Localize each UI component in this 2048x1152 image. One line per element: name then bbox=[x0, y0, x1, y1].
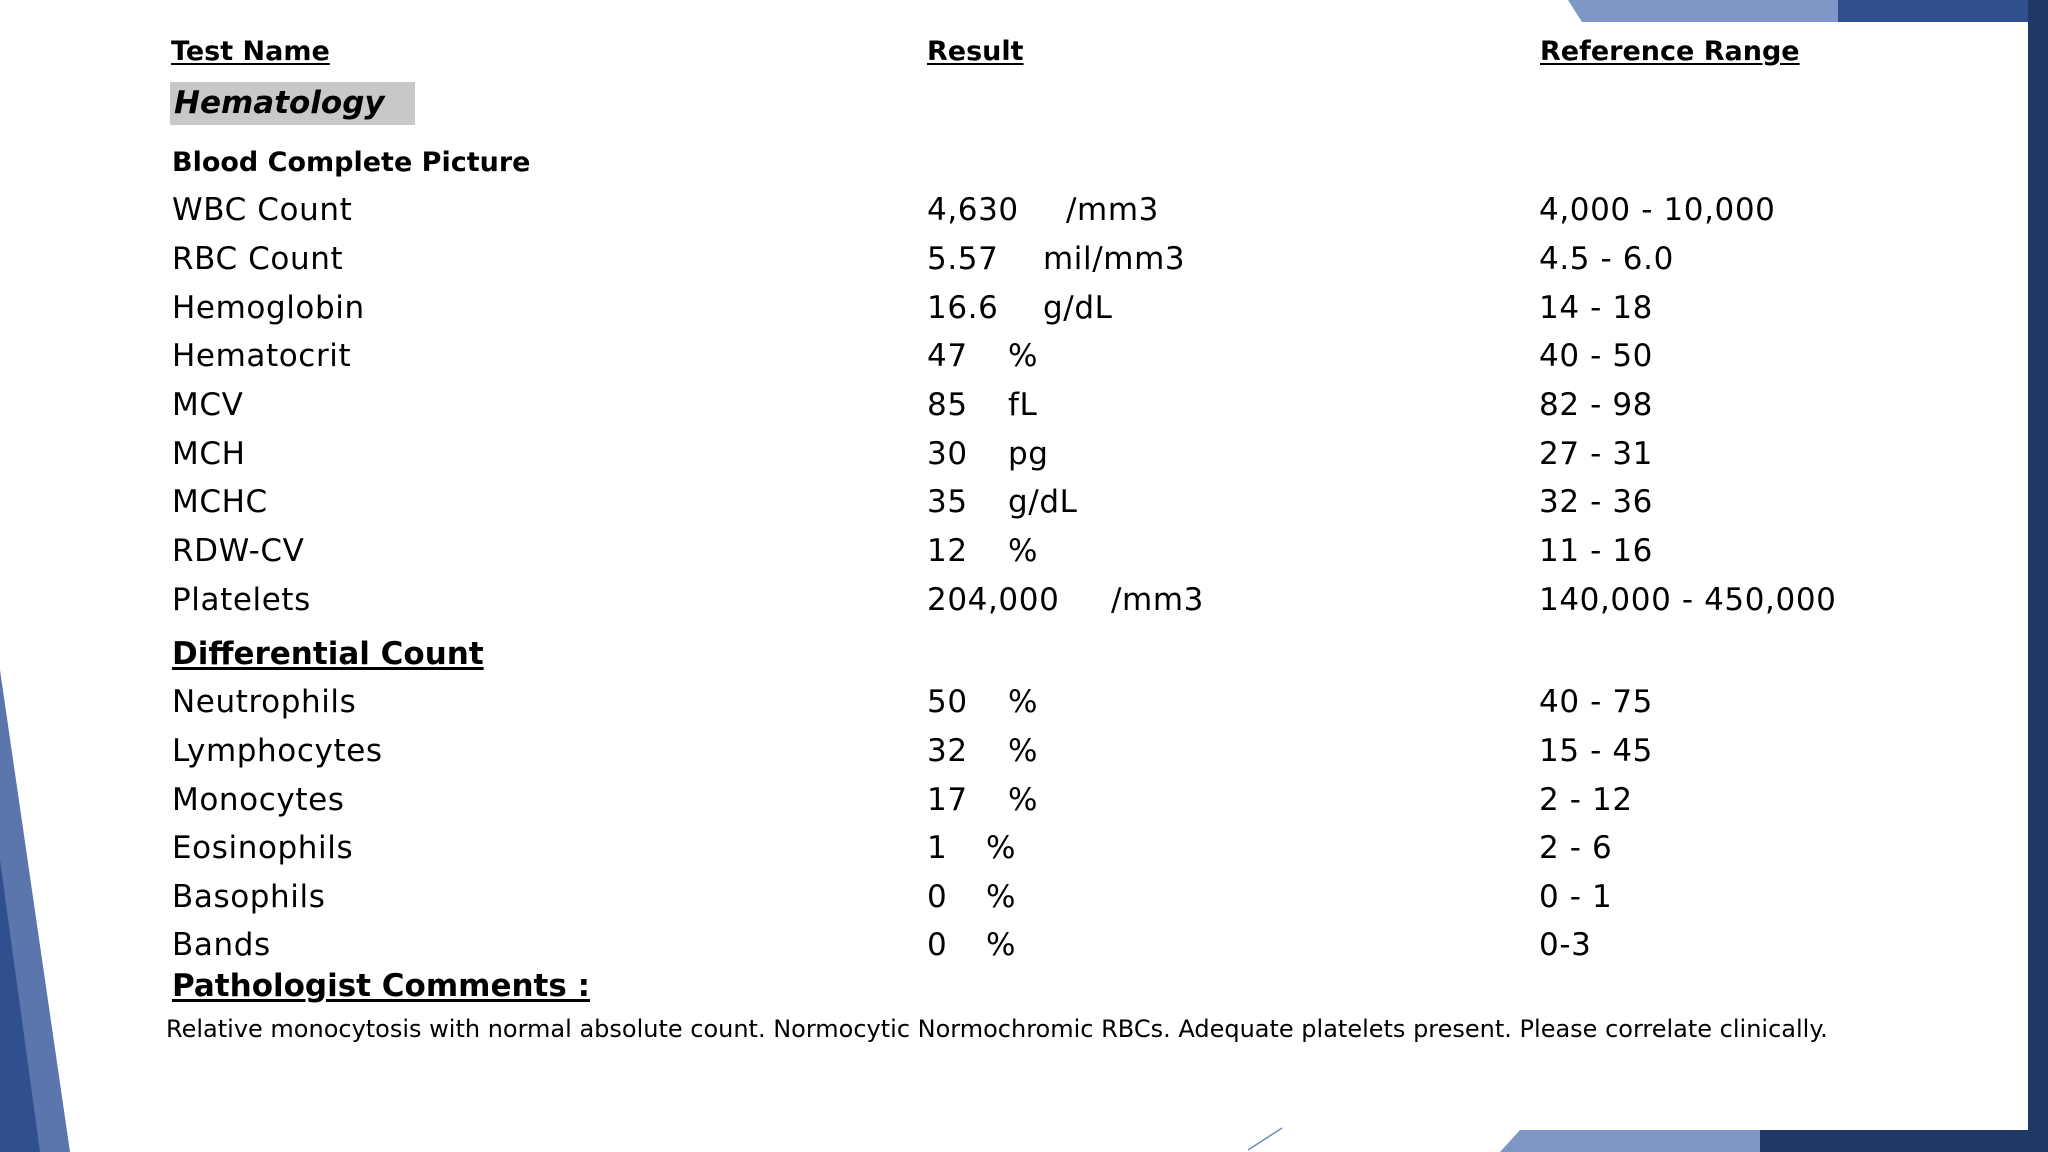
row-unit: % bbox=[1008, 782, 1039, 818]
row-name: MCV bbox=[172, 387, 244, 423]
row-unit: /mm3 bbox=[1066, 192, 1159, 228]
row-value: 50 bbox=[927, 684, 968, 720]
row-value: 0 bbox=[927, 927, 948, 963]
header-reference-range: Reference Range bbox=[1540, 36, 1800, 67]
row-value: 30 bbox=[927, 436, 968, 472]
row-unit: g/dL bbox=[1043, 290, 1113, 326]
row-name: MCHC bbox=[172, 484, 268, 520]
row-name: RBC Count bbox=[172, 241, 344, 277]
row-name: WBC Count bbox=[172, 192, 353, 228]
pathologist-comments-text: Relative monocytosis with normal absolute count. Normocytic Normochromic RBCs. Adequate platelets present. Please correlate clinically. bbox=[166, 1015, 1828, 1043]
row-unit: % bbox=[986, 879, 1017, 915]
row-range: 14 - 18 bbox=[1539, 290, 1653, 326]
row-unit: /mm3 bbox=[1111, 582, 1204, 618]
row-value: 5.57 bbox=[927, 241, 999, 277]
row-unit: % bbox=[986, 830, 1017, 866]
row-range: 15 - 45 bbox=[1539, 733, 1653, 769]
row-value: 204,000 bbox=[927, 582, 1060, 618]
subsection-differential-count: Differential Count bbox=[172, 636, 484, 672]
subsection-blood-complete-picture: Blood Complete Picture bbox=[172, 147, 531, 178]
row-unit: pg bbox=[1008, 436, 1049, 472]
row-name: Lymphocytes bbox=[172, 733, 383, 769]
row-range: 32 - 36 bbox=[1539, 484, 1653, 520]
row-range: 40 - 50 bbox=[1539, 338, 1653, 374]
row-value: 17 bbox=[927, 782, 968, 818]
row-unit: % bbox=[1008, 684, 1039, 720]
row-name: Hematocrit bbox=[172, 338, 352, 374]
row-name: Hemoglobin bbox=[172, 290, 365, 326]
header-result: Result bbox=[927, 36, 1024, 67]
row-range: 140,000 - 450,000 bbox=[1539, 582, 1837, 618]
pathologist-comments-title: Pathologist Comments : bbox=[172, 968, 591, 1004]
row-name: Neutrophils bbox=[172, 684, 357, 720]
row-name: Basophils bbox=[172, 879, 326, 915]
row-range: 2 - 6 bbox=[1539, 830, 1613, 866]
row-value: 16.6 bbox=[927, 290, 999, 326]
row-unit: mil/mm3 bbox=[1043, 241, 1186, 277]
row-range: 4,000 - 10,000 bbox=[1539, 192, 1776, 228]
row-value: 1 bbox=[927, 830, 948, 866]
row-value: 35 bbox=[927, 484, 968, 520]
row-unit: % bbox=[986, 927, 1017, 963]
section-title-hematology: Hematology bbox=[170, 82, 415, 125]
row-name: MCH bbox=[172, 436, 246, 472]
row-value: 0 bbox=[927, 879, 948, 915]
row-name: Eosinophils bbox=[172, 830, 354, 866]
row-range: 0-3 bbox=[1539, 927, 1592, 963]
row-unit: % bbox=[1008, 733, 1039, 769]
row-unit: g/dL bbox=[1008, 484, 1078, 520]
row-name: Platelets bbox=[172, 582, 311, 618]
row-unit: fL bbox=[1008, 387, 1038, 423]
row-name: RDW-CV bbox=[172, 533, 305, 569]
row-value: 85 bbox=[927, 387, 968, 423]
row-value: 47 bbox=[927, 338, 968, 374]
row-range: 82 - 98 bbox=[1539, 387, 1653, 423]
row-range: 2 - 12 bbox=[1539, 782, 1633, 818]
row-unit: % bbox=[1008, 338, 1039, 374]
row-name: Bands bbox=[172, 927, 271, 963]
row-unit: % bbox=[1008, 533, 1039, 569]
header-test-name: Test Name bbox=[171, 36, 330, 67]
row-range: 11 - 16 bbox=[1539, 533, 1653, 569]
row-range: 4.5 - 6.0 bbox=[1539, 241, 1674, 277]
row-value: 32 bbox=[927, 733, 968, 769]
row-value: 4,630 bbox=[927, 192, 1019, 228]
row-range: 40 - 75 bbox=[1539, 684, 1653, 720]
row-range: 27 - 31 bbox=[1539, 436, 1653, 472]
row-value: 12 bbox=[927, 533, 968, 569]
row-range: 0 - 1 bbox=[1539, 879, 1613, 915]
row-name: Monocytes bbox=[172, 782, 345, 818]
